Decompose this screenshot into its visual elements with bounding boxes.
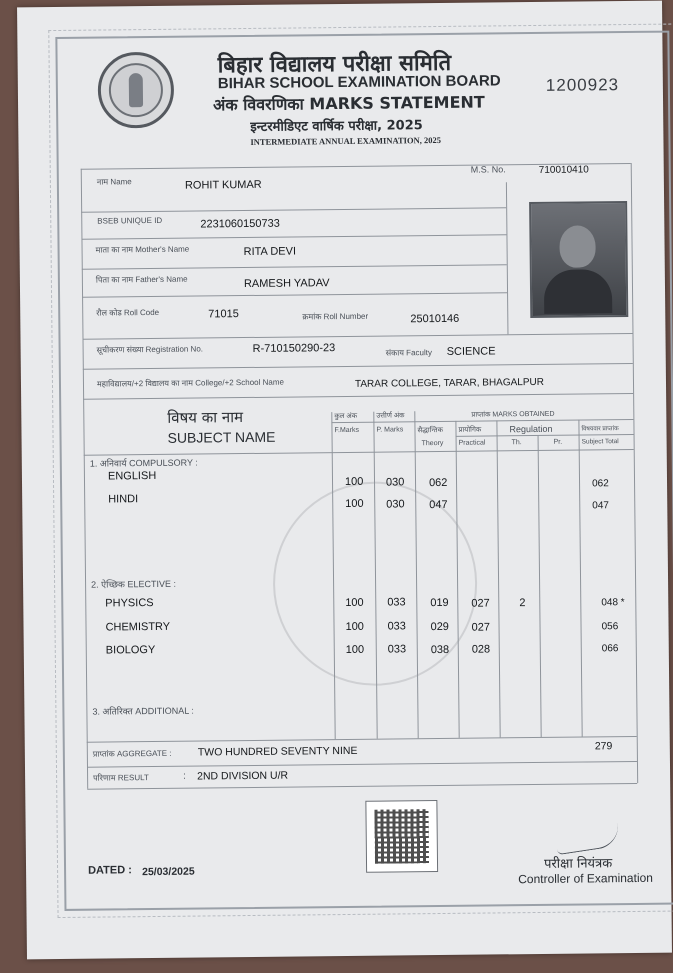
marks-obtained-header: प्राप्तांक MARKS OBTAINED	[471, 410, 555, 419]
father-name-label: पिता का नाम Father's Name	[95, 274, 188, 285]
result-colon: :	[183, 770, 186, 782]
pass-marks: 033	[387, 596, 406, 609]
theory-marks: 038	[430, 643, 450, 657]
regulation-theory-header: Th.	[511, 439, 522, 447]
full-marks: 100	[345, 620, 364, 633]
qr-code-icon	[365, 800, 438, 873]
practical-hindi: प्रायोगिक	[458, 426, 482, 434]
theory-header: Theory	[421, 439, 444, 448]
mother-name-label: माता का नाम Mother's Name	[95, 244, 190, 255]
subject-total: 056	[601, 621, 619, 633]
subject-total-header: Subject Total	[581, 438, 619, 446]
practical-header: Practical	[458, 439, 486, 447]
aggregate-in-words: TWO HUNDRED SEVENTY NINE	[197, 744, 358, 759]
faculty-value: SCIENCE	[446, 345, 496, 358]
result-label: परिणाम RESULT	[93, 773, 149, 783]
roll-code-label: रौल कोड Roll Code	[96, 307, 160, 318]
subject-header-hindi: विषय का नाम	[167, 408, 244, 427]
aggregate-label: प्राप्तांक AGGREGATE :	[92, 748, 172, 759]
elective-section-label: 2. ऐच्छिक ELECTIVE :	[91, 578, 177, 590]
unique-id-label: BSEB UNIQUE ID	[97, 215, 163, 226]
compulsory-section-label: 1. अनिवार्य COMPULSORY :	[89, 457, 198, 469]
pass-marks: 033	[387, 620, 406, 633]
practical-marks: 027	[471, 597, 490, 610]
student-photo	[529, 201, 628, 318]
theory-marks: 029	[430, 620, 449, 634]
full-marks: 100	[345, 497, 364, 510]
regulation-header: Regulation	[509, 423, 553, 435]
subject-total: 062	[591, 478, 609, 490]
roll-code-value: 71015	[208, 308, 239, 321]
registration-label: सूचीकरण संख्या Registration No.	[96, 344, 204, 355]
subject-total-hindi: विषयवार प्राप्तांक	[581, 426, 619, 433]
pass-marks-hindi: उत्तीर्ण अंक	[376, 412, 405, 420]
regulation-practical-header: Pr.	[553, 438, 563, 446]
student-name: ROHIT KUMAR	[184, 178, 262, 192]
dated-label: DATED :	[88, 864, 132, 877]
exam-name-english: INTERMEDIATE ANNUAL EXAMINATION, 2025	[250, 134, 441, 147]
practical-marks: 027	[471, 621, 490, 634]
controller-title-hindi: परीक्षा नियंत्रक	[543, 856, 613, 872]
board-seal-icon	[98, 52, 175, 129]
subject-total: 048 *	[601, 597, 625, 609]
full-marks: 100	[345, 643, 365, 656]
theory-marks: 062	[428, 476, 448, 490]
controller-title-english: Controller of Examination	[518, 870, 653, 887]
name-label: नाम Name	[96, 177, 132, 187]
roll-number-label: क्रमांक Roll Number	[302, 311, 369, 322]
full-marks-hindi: कुल अंक	[334, 412, 358, 421]
college-value: TARAR COLLEGE, TARAR, BHAGALPUR	[354, 376, 544, 390]
subject-total: 066	[601, 643, 619, 655]
unique-id-value: 2231060150733	[200, 217, 280, 231]
statement-title: अंक विवरणिका MARKS STATEMENT	[212, 92, 485, 115]
theory-marks: 019	[430, 596, 449, 610]
roll-number-value: 25010146	[410, 312, 460, 326]
board-name-hindi: बिहार विद्यालय परीक्षा समिति	[217, 50, 452, 79]
pass-marks: 030	[386, 498, 405, 511]
college-label: महाविद्यालय/+2 विद्यालय का नाम College/+2 School Name	[96, 377, 284, 389]
father-name-value: RAMESH YADAV	[243, 277, 330, 291]
full-marks: 100	[345, 596, 364, 609]
subject-name: BIOLOGY	[105, 643, 156, 657]
full-marks-header: F.Marks	[334, 426, 360, 435]
result-value: 2ND DIVISION U/R	[197, 769, 289, 783]
serial-number: 1200923	[545, 75, 620, 95]
dated-value: 25/03/2025	[142, 865, 195, 879]
aggregate-total: 279	[594, 740, 613, 753]
subject-header-english: SUBJECT NAME	[167, 428, 276, 446]
marks-statement-sheet	[17, 1, 672, 960]
theory-hindi: सैद्धान्तिक	[417, 426, 444, 435]
faculty-label: संकाय Faculty	[385, 348, 432, 358]
subject-name: HINDI	[108, 493, 139, 506]
pass-marks-header: P. Marks	[376, 426, 404, 434]
ms-no-value: 710010410	[538, 164, 589, 176]
pass-marks: 033	[387, 643, 407, 656]
theory-marks: 047	[429, 498, 448, 512]
registration-value: R-710150290-23	[252, 342, 336, 355]
board-name-english: BIHAR SCHOOL EXAMINATION BOARD	[217, 72, 501, 93]
subject-name: PHYSICS	[105, 597, 154, 610]
regulation-theory: 2	[519, 597, 526, 610]
subject-total: 047	[592, 500, 610, 512]
pass-marks: 030	[385, 476, 405, 489]
exam-name-hindi: इन्टरमीडिएट वार्षिक परीक्षा, 2025	[250, 118, 423, 135]
ms-no-label: M.S. No.	[470, 164, 506, 175]
mother-name-value: RITA DEVI	[243, 245, 297, 259]
full-marks: 100	[344, 475, 364, 488]
additional-section-label: 3. अतिरिक्त ADDITIONAL :	[92, 705, 194, 717]
practical-marks: 028	[471, 643, 491, 656]
subject-name: ENGLISH	[107, 469, 157, 483]
subject-name: CHEMISTRY	[105, 620, 171, 634]
